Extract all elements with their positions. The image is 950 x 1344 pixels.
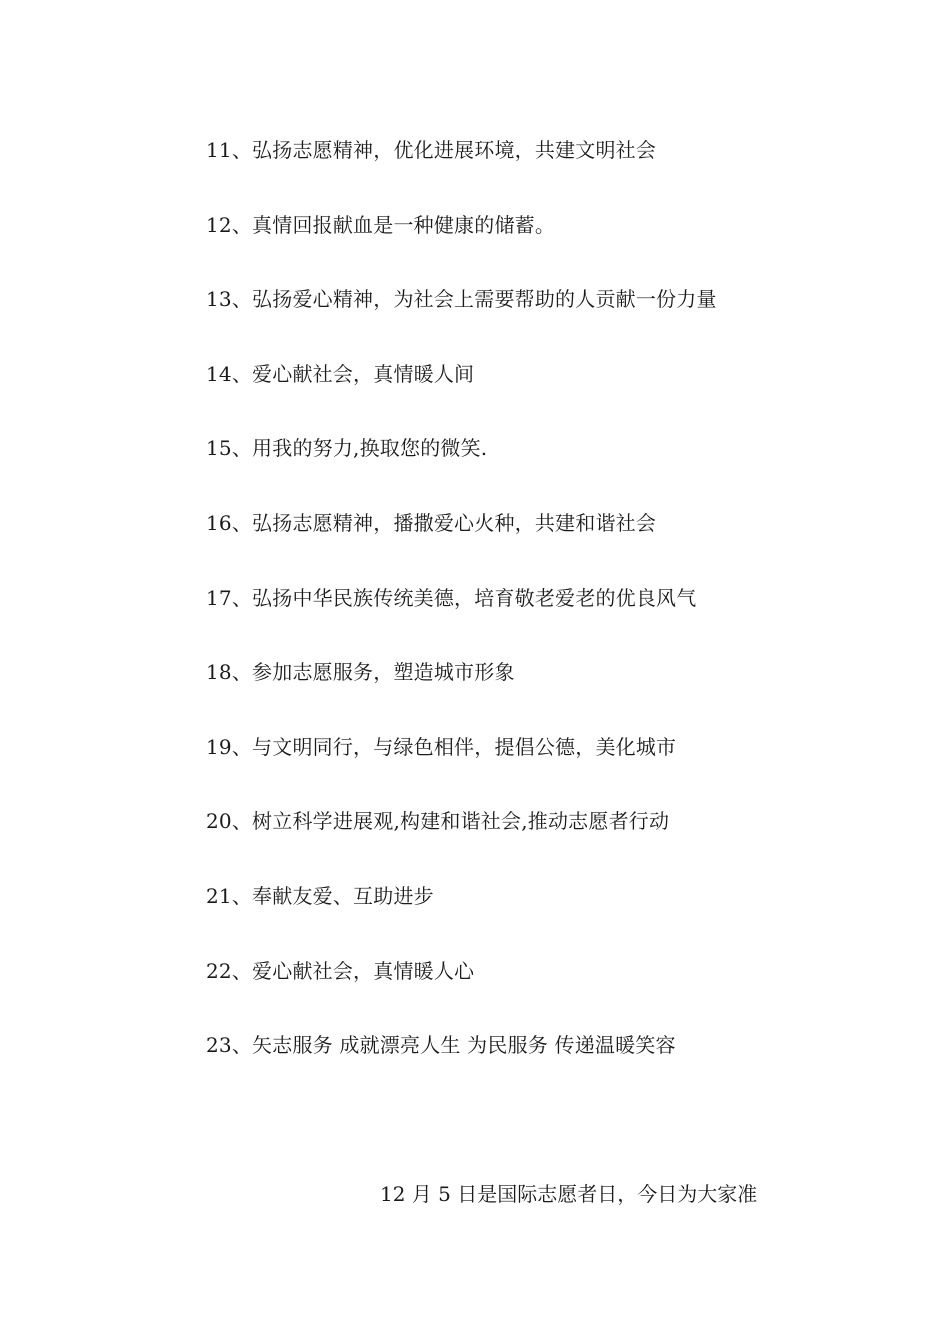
list-item: 22、爱心献社会，真情暖人心 <box>206 958 475 983</box>
list-item: 23、矢志服务 成就漂亮人生 为民服务 传递温暖笑容 <box>206 1033 676 1058</box>
closing-paragraph: 12 月 5 日是国际志愿者日，今日为大家准 <box>380 1182 758 1206</box>
list-item: 17、弘扬中华民族传统美德，培育敬老爱老的优良风气 <box>206 585 697 610</box>
list-item: 11、弘扬志愿精神，优化进展环境，共建文明社会 <box>206 138 657 162</box>
list-item: 15、用我的努力,换取您的微笑. <box>206 436 488 461</box>
list-item: 19、与文明同行，与绿色相伴，提倡公德，美化城市 <box>206 734 677 759</box>
slogan-list <box>206 132 826 1102</box>
list-item: 13、弘扬爱心精神，为社会上需要帮助的人贡献一份力量 <box>206 287 717 312</box>
list-item: 16、弘扬志愿精神，播撒爱心火种，共建和谐社会 <box>206 510 657 535</box>
list-item: 20、树立科学进展观,构建和谐社会,推动志愿者行动 <box>206 809 670 834</box>
list-item: 21、奉献友爱、互助进步 <box>206 883 434 908</box>
list-item: 18、参加志愿服务，塑造城市形象 <box>206 660 515 685</box>
list-item: 14、爱心献社会，真情暖人间 <box>206 361 475 386</box>
list-item: 12、真情回报献血是一种健康的储蓄。 <box>206 212 556 237</box>
